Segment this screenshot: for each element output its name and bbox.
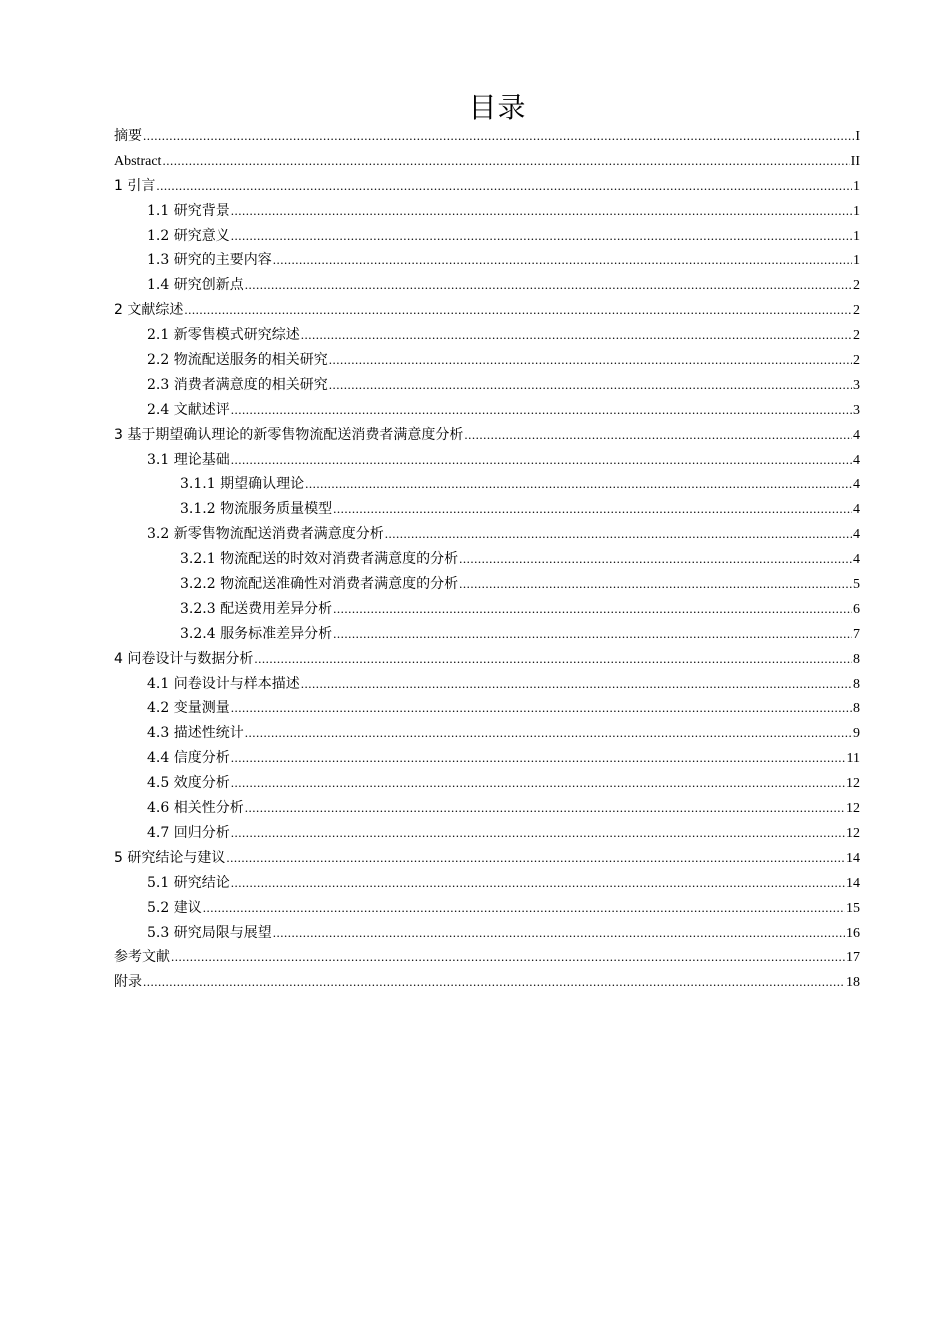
toc-page-number: 1 [853, 203, 860, 219]
toc-dot-leader [171, 945, 845, 970]
toc-page-number: 1 [853, 253, 860, 269]
toc-page-number: 5 [853, 577, 860, 593]
toc-entry[interactable] [114, 248, 860, 273]
toc-page-number: 2 [853, 278, 860, 294]
toc-page-number: 8 [853, 651, 860, 667]
toc-page-number: 12 [846, 825, 860, 841]
toc-dot-leader [226, 846, 845, 871]
toc-entry[interactable] [114, 771, 860, 796]
toc-dot-leader [231, 696, 852, 721]
toc-page-number: 6 [853, 601, 860, 617]
toc-page-number: 3 [853, 377, 860, 393]
toc-entry[interactable] [114, 149, 860, 174]
toc-entry-label: 1.3 研究的主要内容 [147, 252, 272, 269]
toc-page-number: 1 [853, 228, 860, 244]
toc-entry[interactable] [114, 547, 860, 572]
toc-entry-label: 4 问卷设计与数据分析 [114, 650, 254, 667]
toc-page-number: I [855, 129, 860, 144]
toc-entry-label: 5.1 研究结论 [147, 874, 230, 891]
toc-dot-leader [231, 746, 846, 771]
toc-dot-leader [143, 970, 845, 995]
toc-dot-leader [143, 124, 854, 149]
toc-entry-label: 2.3 消费者满意度的相关研究 [147, 376, 328, 393]
toc-dot-leader [231, 871, 845, 896]
toc-entry-label: 4.1 问卷设计与样本描述 [147, 675, 300, 692]
toc-entry[interactable] [114, 124, 860, 149]
toc-entry[interactable] [114, 497, 860, 522]
toc-entry-label: 2.1 新零售模式研究综述 [147, 327, 300, 344]
toc-entry-label: 1.1 研究背景 [147, 202, 230, 219]
toc-dot-leader [245, 721, 852, 746]
toc-page-number: 4 [853, 552, 860, 568]
toc-entry[interactable] [114, 746, 860, 771]
toc-dot-leader [333, 622, 852, 647]
toc-entry[interactable] [114, 199, 860, 224]
toc-entry[interactable] [114, 398, 860, 423]
toc-entry[interactable] [114, 672, 860, 697]
toc-dot-leader [333, 597, 852, 622]
toc-dot-leader [301, 672, 852, 697]
toc-page-number: 3 [853, 402, 860, 418]
toc-entry-label: 3.2.1 物流配送的时效对消费者满意度的分析 [180, 551, 459, 568]
toc-dot-leader [459, 547, 852, 572]
toc-entry[interactable] [114, 572, 860, 597]
toc-entry-label: 摘要 [114, 128, 142, 144]
toc-entry-label: 3.2.2 物流配送准确性对消费者满意度的分析 [180, 576, 459, 593]
toc-page-number: 4 [853, 477, 860, 493]
toc-entry-label: 3.1 理论基础 [147, 451, 230, 468]
toc-entry[interactable] [114, 348, 860, 373]
toc-entry[interactable] [114, 373, 860, 398]
toc-page-number: 4 [853, 452, 860, 468]
toc-dot-leader [231, 224, 852, 249]
toc-dot-leader [301, 323, 852, 348]
toc-dot-leader [329, 373, 852, 398]
toc-entry[interactable] [114, 970, 860, 995]
toc-entry-label: 3 基于期望确认理论的新零售物流配送消费者满意度分析 [114, 426, 464, 443]
toc-dot-leader [245, 796, 845, 821]
toc-entry-label: 2.4 文献述评 [147, 401, 230, 418]
toc-entry[interactable] [114, 323, 860, 348]
toc-entry-label: 1 引言 [114, 177, 156, 194]
toc-page-number: 1 [853, 178, 860, 194]
toc-dot-leader [231, 448, 852, 473]
toc-entry-label: 5.3 研究局限与展望 [147, 924, 272, 941]
toc-page-number: 16 [846, 925, 860, 941]
toc-entry-label: 1.2 研究意义 [147, 227, 230, 244]
toc-entry[interactable] [114, 448, 860, 473]
toc-page-number: 8 [853, 676, 860, 692]
toc-entry[interactable] [114, 597, 860, 622]
toc-entry[interactable] [114, 921, 860, 946]
toc-entry-label: 4.2 变量测量 [147, 700, 230, 717]
toc-dot-leader [464, 423, 852, 448]
toc-entry-label: 3.1.2 物流服务质量模型 [180, 501, 333, 518]
toc-entry[interactable] [114, 472, 860, 497]
toc-page-number: 4 [853, 527, 860, 543]
toc-entry[interactable] [114, 796, 860, 821]
toc-page-number: 18 [846, 975, 860, 991]
toc-entry[interactable] [114, 298, 860, 323]
toc-entry-label: 2.2 物流配送服务的相关研究 [147, 352, 328, 369]
toc-entry[interactable] [114, 423, 860, 448]
toc-entry-label: 4.4 信度分析 [147, 750, 230, 767]
toc-dot-leader [231, 821, 845, 846]
toc-page-number: 4 [853, 427, 860, 443]
toc-page-number: 12 [846, 776, 860, 792]
toc-dot-leader [305, 472, 852, 497]
toc-entry-label: 3.2.3 配送费用差异分析 [180, 600, 333, 617]
toc-entry[interactable] [114, 224, 860, 249]
toc-page-number: 9 [853, 726, 860, 742]
toc-dot-leader [184, 298, 852, 323]
toc-entry-label: 4.7 回归分析 [147, 824, 230, 841]
toc-entry[interactable] [114, 522, 860, 547]
toc-dot-leader [156, 174, 852, 199]
toc-dot-leader [231, 398, 852, 423]
toc-entry[interactable] [114, 696, 860, 721]
toc-entry-label: 3.2.4 服务标准差异分析 [180, 625, 333, 642]
toc-dot-leader [231, 771, 845, 796]
toc-entry-label: 4.6 相关性分析 [147, 800, 244, 817]
toc-entry-label: 3.1.1 期望确认理论 [180, 476, 305, 493]
toc-entry[interactable] [114, 896, 860, 921]
toc-entry-label: Abstract [114, 153, 162, 169]
toc-entry[interactable] [114, 273, 860, 298]
toc-page-number: 8 [853, 701, 860, 717]
toc-dot-leader [203, 896, 845, 921]
toc-page-number: 17 [846, 950, 860, 966]
toc-dot-leader [333, 497, 852, 522]
toc-entry[interactable] [114, 871, 860, 896]
toc-entry-label: 参考文献 [114, 949, 170, 966]
toc-entry-label: 附录 [114, 974, 142, 991]
toc-entry-label: 3.2 新零售物流配送消费者满意度分析 [147, 526, 384, 543]
toc-page-number: 7 [853, 626, 860, 642]
table-of-contents [114, 124, 860, 995]
toc-page-number: 2 [853, 303, 860, 319]
toc-entry-label: 5 研究结论与建议 [114, 849, 226, 866]
toc-dot-leader [329, 348, 852, 373]
toc-page-number: 2 [853, 353, 860, 369]
toc-dot-leader [273, 921, 845, 946]
toc-page-number: 11 [846, 751, 860, 767]
toc-entry[interactable] [114, 647, 860, 672]
toc-page-number: II [850, 153, 860, 169]
toc-dot-leader [162, 149, 849, 174]
toc-page-number: 14 [846, 875, 860, 891]
toc-entry-label: 1.4 研究创新点 [147, 277, 244, 294]
toc-entry[interactable] [114, 945, 860, 970]
toc-entry-label: 2 文献综述 [114, 302, 184, 319]
toc-entry[interactable] [114, 721, 860, 746]
toc-dot-leader [231, 199, 852, 224]
toc-page-number: 2 [853, 328, 860, 344]
toc-dot-leader [385, 522, 852, 547]
toc-entry-label: 4.5 效度分析 [147, 775, 230, 792]
toc-dot-leader [245, 273, 852, 298]
toc-entry-label: 4.3 描述性统计 [147, 725, 244, 742]
toc-page-number: 12 [846, 801, 860, 817]
toc-dot-leader [254, 647, 852, 672]
toc-entry[interactable] [114, 846, 860, 871]
toc-entry[interactable] [114, 821, 860, 846]
toc-entry[interactable] [114, 174, 860, 199]
toc-dot-leader [273, 248, 852, 273]
toc-page-number: 4 [853, 502, 860, 518]
toc-entry[interactable] [114, 622, 860, 647]
toc-dot-leader [459, 572, 852, 597]
toc-title: 目录 [468, 91, 527, 124]
toc-entry-label: 5.2 建议 [147, 899, 202, 916]
toc-page-number: 15 [846, 900, 860, 916]
toc-page-number: 14 [846, 850, 860, 866]
